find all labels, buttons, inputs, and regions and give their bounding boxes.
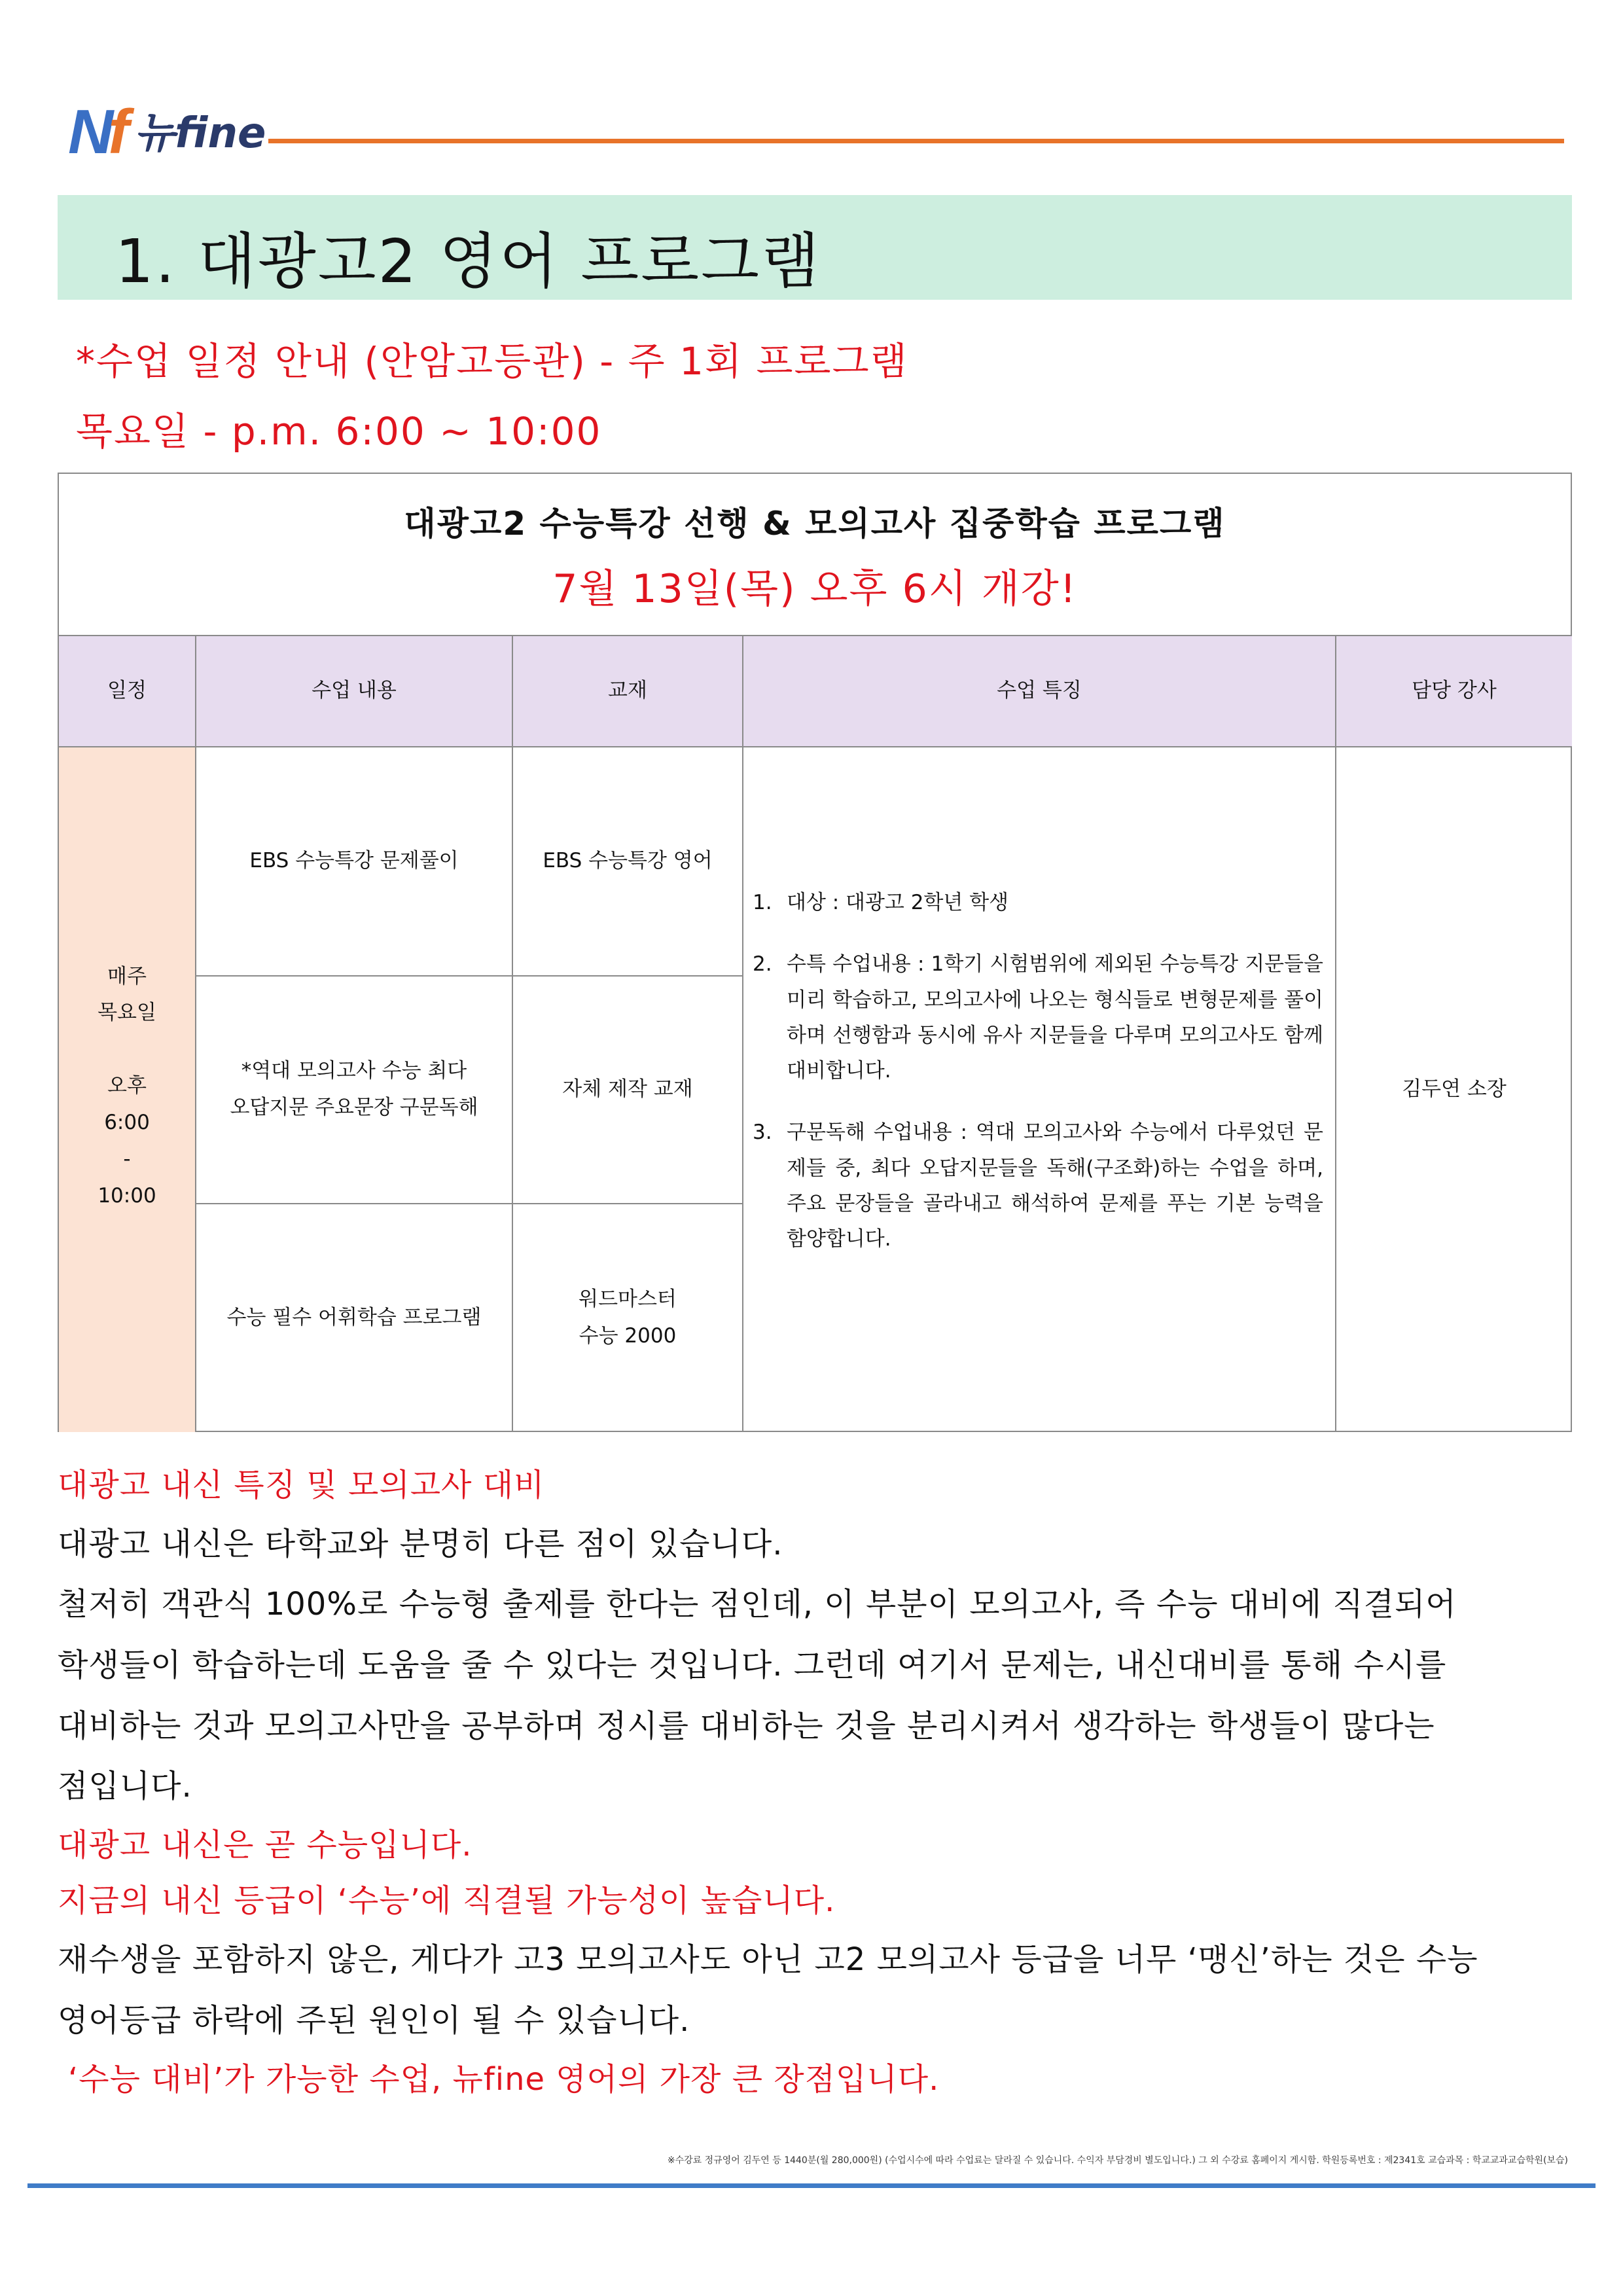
schedule-text: 10:00 [98,1183,156,1208]
schedule-text: 목요일 [98,1001,156,1025]
textbook-text: 수능 2000 [579,1324,677,1348]
features-list [753,885,1323,1283]
footnote: ※수강료 정규영어 김두연 등 1440분(월 280,000원) (수업시수에 따라 수업료는 달라질 수 있습니다. 수익자 부담경비 별도입니다.) 그 외 수강료 홈페이지 게시함. 학원등록번호 : 제2341호 교습과목 : 학교교과교습학원(보습) [667,2155,1568,2166]
highlight-line: 지금의 내신 등급이 ‘수능’에 직결될 가능성이 높습니다. [58,1882,836,1919]
paragraph-line: 대비하는 것과 모의고사만을 공부하며 정시를 대비하는 것을 분리시켜서 생각하는 학생들이 많다는 [58,1708,1435,1744]
schedule-spacer [98,1031,156,1068]
footer-divider [27,2183,1596,2188]
feature-item: 2. 수특 수업내용 : 1학기 시험범위에 제외된 수능특강 지문들을 미리 학습하고, 모의고사에 나오는 형식들로 변형문제를 풀이하며 선행함과 동시에 유사 지문들을 다루며 모의고사도 함께 대비합니다. [753,952,1323,1083]
paragraph-line: 대광고 내신은 타학교와 분명히 다른 점이 있습니다. [58,1526,783,1562]
paragraph-line: 영어등급 하락에 주된 원인이 될 수 있습니다. [58,2002,690,2039]
content-text: 오답지문 주요문장 구문독해 [230,1096,478,1119]
program-header [59,474,1571,635]
program-table [58,473,1572,1432]
textbook-text: 워드마스터 [579,1287,677,1312]
section-heading: 대광고 내신 특징 및 모의고사 대비 [58,1467,545,1503]
content-cell-3 [195,1203,512,1432]
schedule-text: 매주 [107,964,147,988]
paragraph-line: 학생들이 학습하는데 도움을 줄 수 있다는 것입니다. 그런데 여기서 문제는, 내신대비를 통해 수시를 [58,1647,1447,1683]
textbook-cell-3 [512,1203,742,1432]
logo-mark: Nf [68,97,130,167]
schedule-text: 오후 [107,1074,147,1098]
feature-item: 1. 대상 : 대광고 2학년 학생 [753,891,1009,914]
page-title: 1. 대광고2 영어 프로그램 [115,226,821,296]
textbook-text: EBS 수능특강 영어 [543,849,713,873]
header-textbook: 교재 [512,635,742,746]
header-divider [268,139,1564,143]
content-cell-2 [195,975,512,1203]
program-opening-date: 7월 13일(목) 오후 6시 개강! [552,566,1077,612]
textbook-text: 자체 제작 교재 [562,1077,693,1102]
closing-line: ‘수능 대비’가 가능한 수업, 뉴fine 영어의 가장 큰 장점입니다. [68,2061,940,2098]
header-schedule: 일정 [58,635,195,746]
content-text: 수능 필수 어휘학습 프로그램 [226,1306,482,1330]
highlight-line: 대광고 내신은 곧 수능입니다. [58,1827,473,1863]
features-cell [742,746,1335,1432]
textbook-cell-1 [512,746,742,975]
paragraph-line: 재수생을 포함하지 않은, 게다가 고3 모의고사도 아닌 고2 모의고사 등급을 너무 ‘맹신’하는 것은 수능 [58,1941,1478,1978]
content-cell-1 [195,746,512,975]
header-content: 수업 내용 [195,635,512,746]
schedule-text: - [123,1147,131,1171]
textbook-cell-2 [512,975,742,1203]
title-bar [58,195,1572,300]
schedule-cell [58,746,195,1432]
header-instructor: 담당 강사 [1335,635,1572,746]
header-features: 수업 특징 [742,635,1335,746]
logo [68,97,266,167]
instructor-name: 김두연 소장 [1402,1077,1507,1102]
schedule-line-2: 목요일 - p.m. 6:00 ~ 10:00 [76,409,602,454]
content-text: *역대 모의고사 수능 최다 [241,1059,467,1083]
feature-item: 3. 구문독해 수업내용 : 역대 모의고사와 수능에서 다루었던 문제들 중, 최다 오답지문들을 독해(구조화)하는 수업을 하며, 주요 문장들을 골라내고 해석하여 문제를 푸는 기본 능력을 함양합니다. [753,1121,1323,1251]
instructor-cell [1335,746,1572,1432]
schedule-text: 6:00 [104,1111,150,1134]
paragraph-line: 철저히 객관식 100%로 수능형 출제를 한다는 점인데, 이 부분이 모의고사, 즉 수능 대비에 직결되어 [58,1586,1457,1623]
schedule-line-1: *수업 일정 안내 (안암고등관) - 주 1회 프로그램 [76,339,908,384]
program-title: 대광고2 수능특강 선행 & 모의고사 집중학습 프로그램 [404,505,1226,543]
logo-text: 뉴fine [134,109,266,158]
paragraph-line: 점입니다. [58,1768,192,1804]
content-text: EBS 수능특강 문제풀이 [249,849,459,873]
